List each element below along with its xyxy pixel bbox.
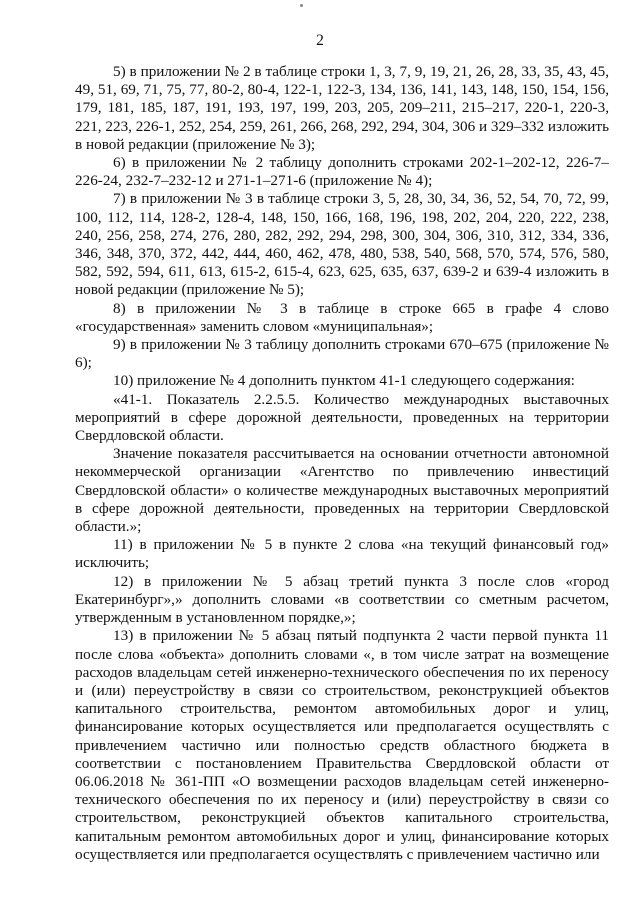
- paragraph-item-10: 10) приложение № 4 дополнить пунктом 41-1 следующего содержания:: [113, 372, 575, 390]
- paragraph-item-7: 7) в приложении № 3 в таблице строки 3, 5, 28, 30, 34, 36, 52, 54, 70, 72, 99, 100, 112, 114, 128-2, 128-4, 148, 150, 166, 168, 196, 198, 202, 204, 220, 222, 238, 240, 256, 258, 274, 276, 280, 282, 292, 294, 298, 300, 304, 306, 310, 312, 334, 336, 346, 348, 370, 372, 442, 444, 460, 462, 478, 480, 538, 540, 568, 570, 574, 576, 580, 582, 592, 594, 611, 613, 615-2, 615-4, 623, 625, 635, 637, 639-2 и 639-4 изложить в новой редакции (приложение № 5);: [75, 190, 609, 299]
- page-number: 2: [316, 32, 324, 49]
- paragraph-item-8: 8) в приложении № 3 в таблице в строке 665 в графе 4 слово «государственная» заменить словом «муниципальная»;: [75, 299, 609, 335]
- document-body: [75, 63, 609, 864]
- paragraph-item-9: 9) в приложении № 3 таблицу дополнить строками 670–675 (приложение № 6);: [75, 336, 609, 372]
- paragraph-indicator-calculation: Значение показателя рассчитывается на основании отчетности автономной некоммерческой организации «Агентство по привлечению инвестиций Свердловской области» о количестве международных выставочных мероприятий в сфере дорожной деятельности, проведенных на территории Свердловской области.»;: [75, 445, 609, 536]
- paragraph-item-11: 11) в приложении № 5 в пункте 2 слова «на текущий финансовый год» исключить;: [75, 536, 609, 572]
- paragraph-item-13: 13) в приложении № 5 абзац пятый подпункта 2 части первой пункта 11 после слова «объекта» дополнить словами «, в том числе затрат на возмещение расходов владельцам сетей инженерно-технического обеспечения по их переносу и (или) переустройству в связи со строительством, реконструкцией объектов капитального строительства, ремонтом автомобильных дорог и улиц, финансирование которых осуществляется или предполагается осуществлять с привлечением частично или полностью средств областного бюджета в соответствии с постановлением Правительства Свердловской области от 06.06.2018 № 361-ПП «О возмещении расходов владельцам сетей инженерно-технического обеспечения по их переносу и (или) переустройству в связи со строительством, реконструкцией объектов капитального строительства, капитальным ремонтом автомобильных дорог и улиц, финансирование которых осуществляется или предполагается осуществлять с привлечением частично или: [75, 627, 609, 863]
- paragraph-indicator-41-1: «41-1. Показатель 2.2.5.5. Количество международных выставочных мероприятий в сфере дорожной деятельности, проведенных на территории Свердловской области.: [75, 390, 609, 445]
- paragraph-item-5: 5) в приложении № 2 в таблице строки 1, 3, 7, 9, 19, 21, 26, 28, 33, 35, 43, 45, 49, 51, 69, 71, 75, 77, 80-2, 80-4, 122-1, 122-3, 134, 136, 141, 143, 148, 150, 154, 156, 179, 181, 185, 187, 191, 193, 197, 199, 203, 205, 209–211, 215–217, 220-1, 220-3, 221, 223, 226-1, 252, 254, 259, 261, 266, 268, 292, 294, 304, 306 и 329–332 изложить в новой редакции (приложение № 3);: [75, 63, 609, 153]
- paragraph-item-6: 6) в приложении № 2 таблицу дополнить строками 202-1–202-12, 226-7–226-24, 232-7–232-12 и 271-1–271-6 (приложение № 4);: [75, 154, 609, 190]
- scan-speck: [300, 4, 303, 7]
- paragraph-item-12: 12) в приложении № 5 абзац третий пункта 3 после слов «город Екатеринбург»,» дополнить словами «в соответствии со сметным расчетом, утвержденным в установленном порядке,»;: [75, 572, 609, 627]
